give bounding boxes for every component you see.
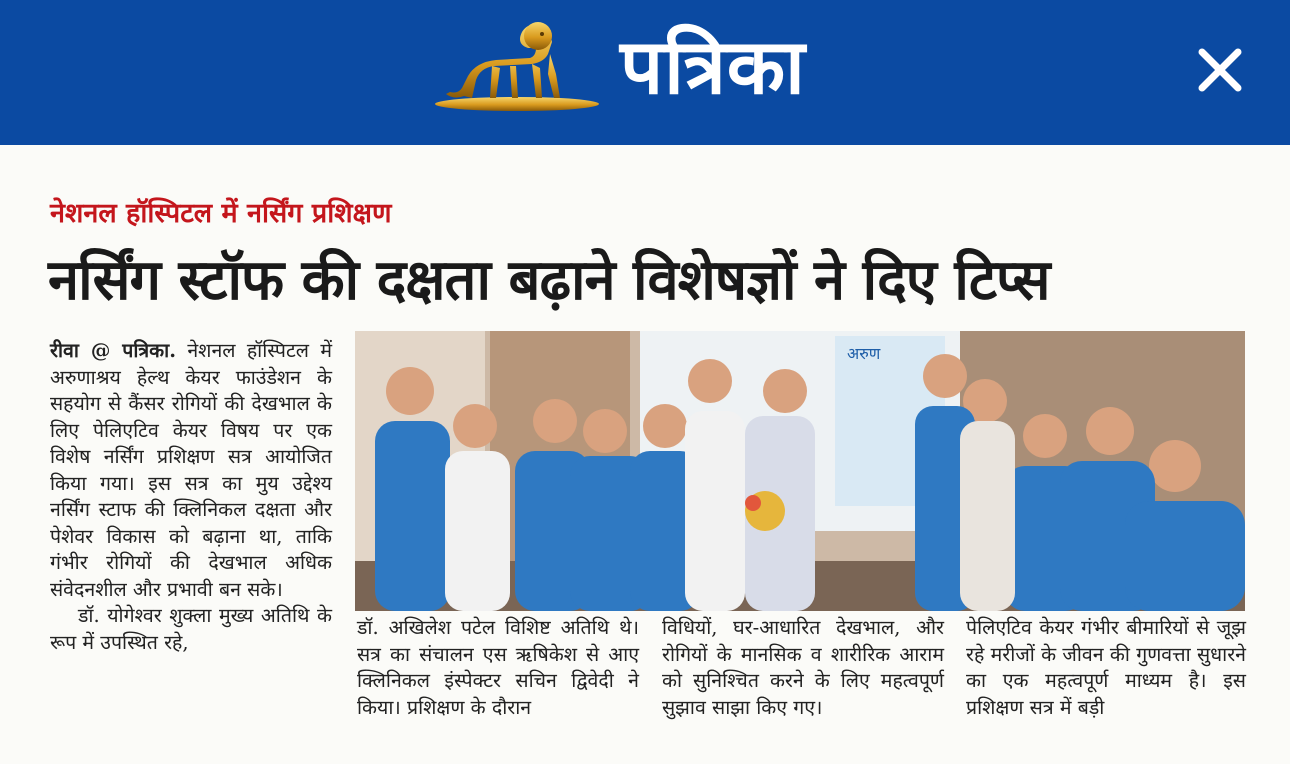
article-dateline: रीवा @ पत्रिका. <box>50 339 176 362</box>
banner-text: अरुण <box>847 344 881 363</box>
brand-name: पत्रिका <box>620 22 806 111</box>
close-icon[interactable] <box>1190 40 1250 100</box>
article-column-4: पेलिएटिव केयर गंभीर बीमारियों से जूझ रहे मरीजों के जीवन की गुणवत्ता सुधारने का एक महत्वपूर्ण माध्यम है। इस प्रशिक्षण सत्र में बड़ी <box>966 616 1246 719</box>
article-paragraph: नेशनल हॉस्पिटल में अरुणाश्रय हेल्थ केयर फाउंडेशन के सहयोग से कैंसर रोगियों की देखभाल के लिए पेलिएटिव केयर विषय पर एक विशेष नर्सिंग प्रशिक्षण सत्र आयोजित किया गया। इस सत्र का मुय उद्देश्य नर्सिंग स्टाफ की क्लिनिकल दक्षता और पेशेवर विकास को बढ़ाना था, ताकि गंभीर रोगियों की देखभाल अधिक संवेदनशील और प्रभावी बन सके। <box>50 339 333 601</box>
article-column-1 <box>50 338 332 656</box>
group-photo-illustration <box>355 331 1245 611</box>
group-photo <box>355 331 1245 611</box>
news-clipping <box>0 145 1290 764</box>
bottom-fade <box>0 730 1290 764</box>
article-column-3: विधियों, घर-आधारित देखभाल, और रोगियों के मानसिक व शारीरिक आराम को सुनिश्चित करने के लिए महत्वपूर्ण सुझाव साझा किए गए। <box>662 616 944 719</box>
app-header <box>0 0 1290 145</box>
article-kicker: नेशनल हॉस्पिटल में नर्सिंग प्रशिक्षण <box>50 198 392 229</box>
lion-icon <box>432 18 602 118</box>
article-paragraph: डॉ. योगेश्वर शुक्ला मुख्य अतिथि के रूप में उपस्थित रहे, <box>50 604 332 654</box>
article-headline: नर्सिंग स्टॉफ की दक्षता बढ़ाने विशेषज्ञों ने दिए टिप्स <box>48 248 1050 313</box>
article-column-2: डॉ. अखिलेश पटेल विशिष्ट अतिथि थे। सत्र का संचालन एस ऋषिकेश से आए क्लिनिकल इंस्पेक्टर सचिन द्विवेदी ने किया। प्रशिक्षण के दौरान <box>357 616 639 719</box>
